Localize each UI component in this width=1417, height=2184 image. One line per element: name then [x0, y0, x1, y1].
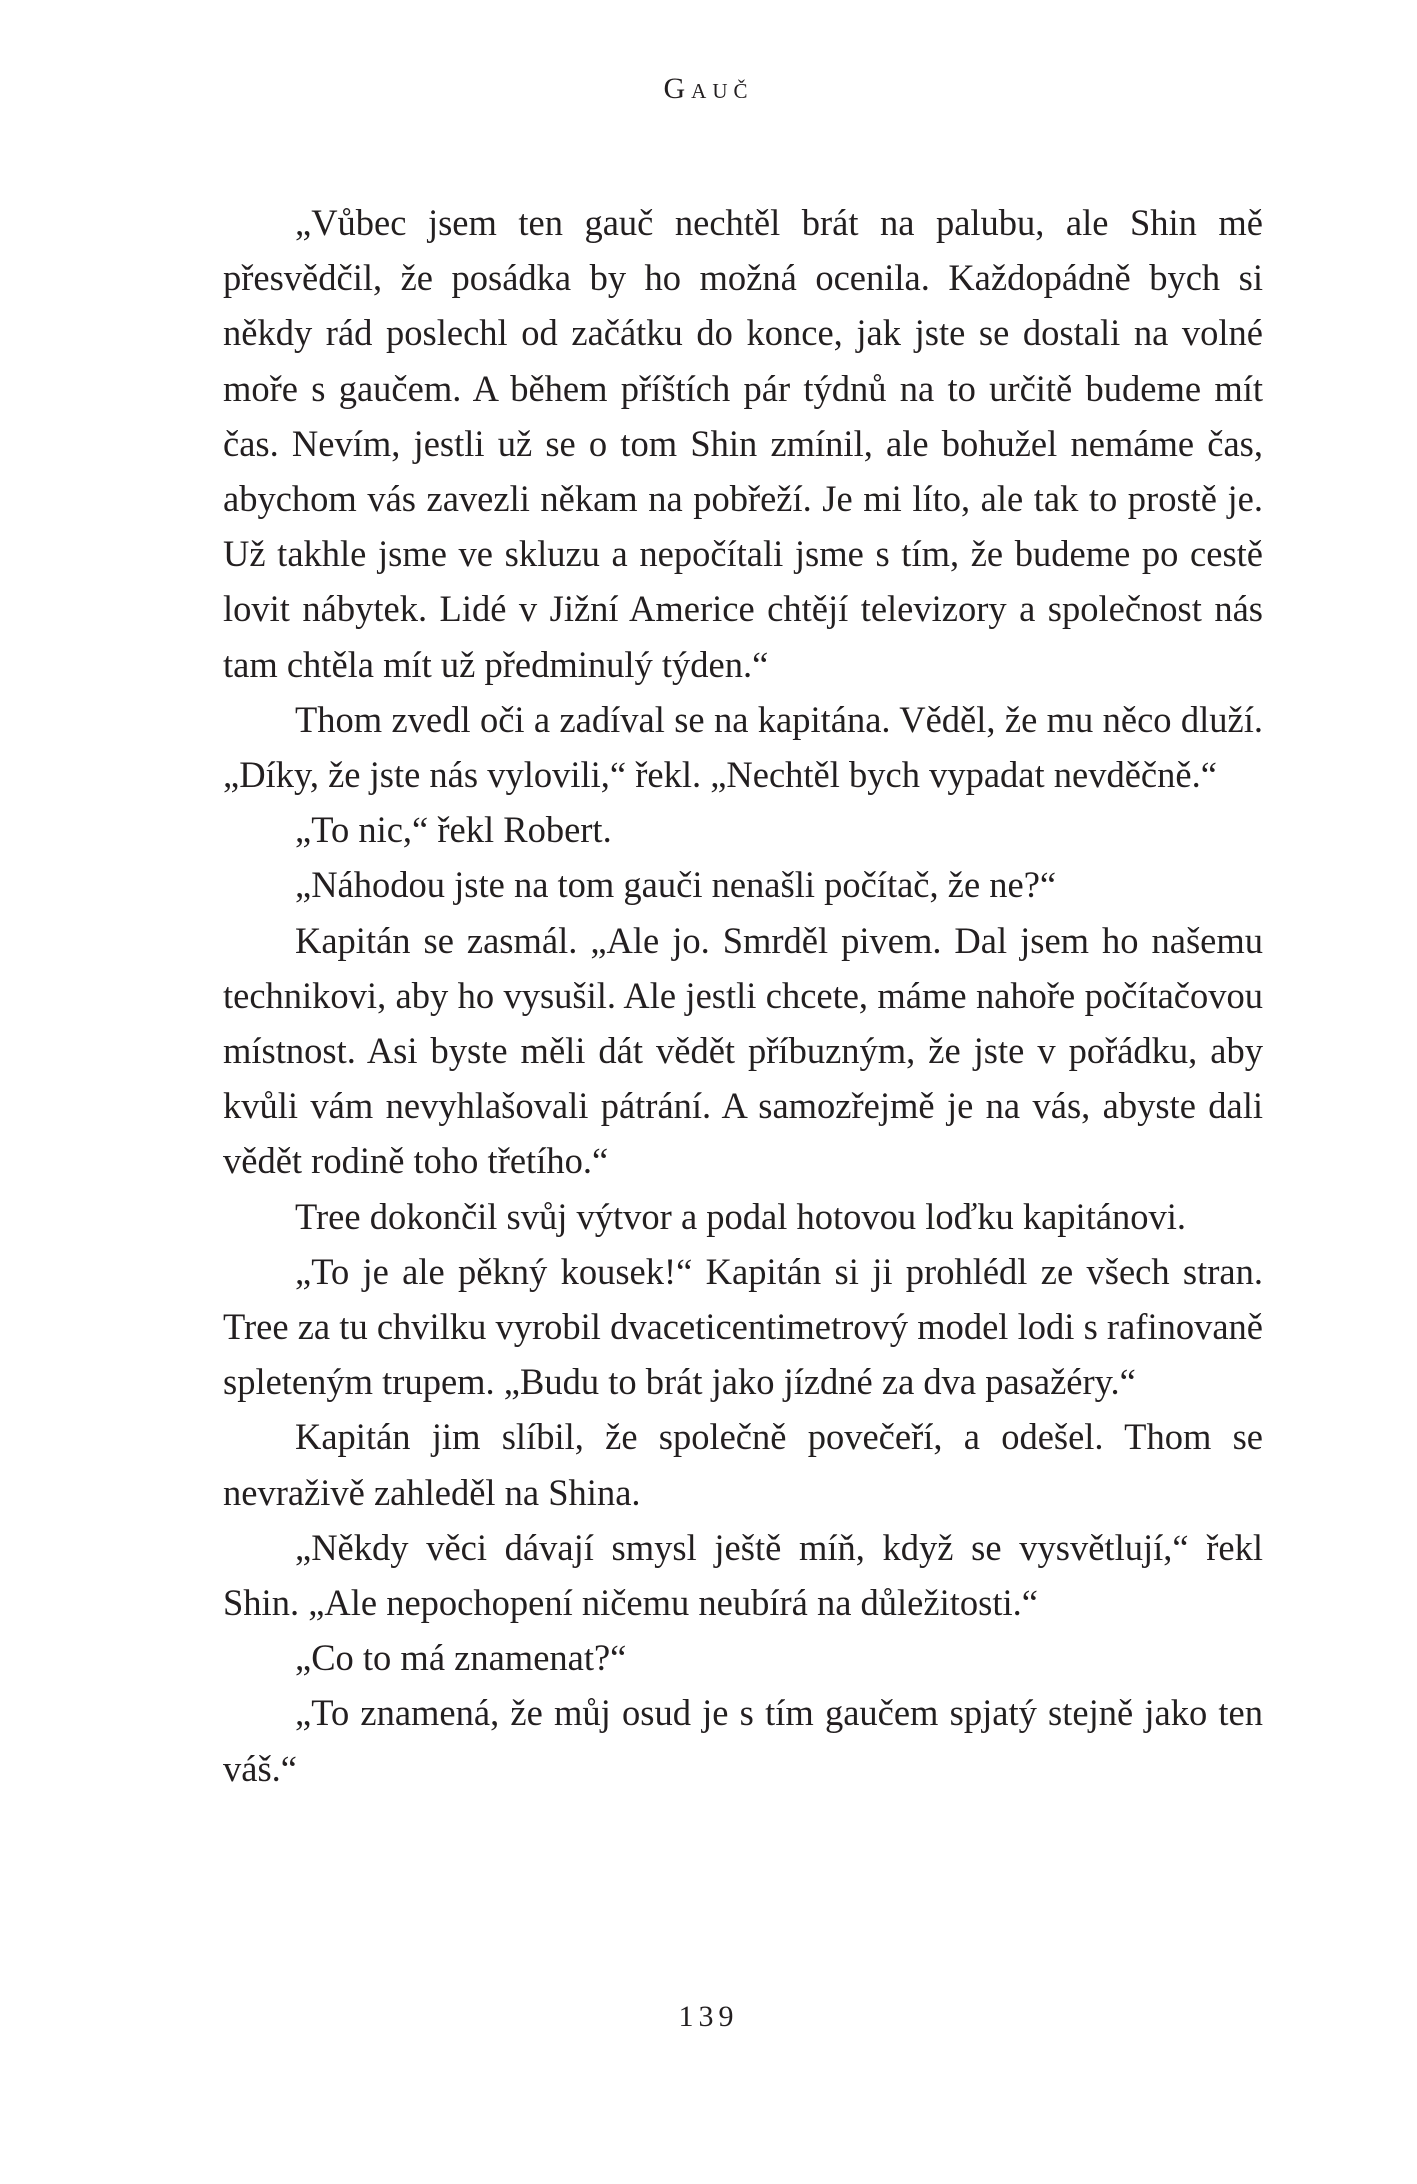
paragraph: Kapitán jim slíbil, že společně povečeří, a odešel. Thom se nevraživě zahleděl na Shina. [223, 1416, 1263, 1513]
paragraph: Kapitán se zasmál. „Ale jo. Smrděl pivem. Dal jsem ho našemu technikovi, aby ho vysušil. Ale jestli chcete, máme nahoře počítačovou místnost. Asi byste měli dát vědět příbuzným, že jste v pořádku, aby kvůli vám nevyhlašovali pátrání. A samozřejmě je na vás, abyste dali vědět rodině toho třetího.“ [223, 919, 1263, 1182]
paragraph: „To je ale pěkný kousek!“ Kapitán si ji prohlédl ze všech stran. Tree za tu chvilku vyrobil dvaceticentimetrový model lodi s rafinovaně spleteným trupem. „Budu to brát jako jízdné za dva pasažéry.“ [223, 1250, 1263, 1403]
paragraph: Thom zvedl oči a zadíval se na kapitána. Věděl, že mu něco dluží. „Díky, že jste nás vylovili,“ řekl. „Nechtěl bych vypadat nevděčně.“ [223, 698, 1263, 796]
paragraph: „To nic,“ řekl Robert. [295, 809, 612, 851]
paragraph: „Co to má znamenat?“ [295, 1637, 627, 1679]
running-head: Gauč [663, 72, 754, 105]
paragraph: „Někdy věci dávají smysl ještě míň, když se vysvětlují,“ řekl Shin. „Ale nepochopení ničemu neubírá na důležitosti.“ [223, 1526, 1263, 1624]
paragraph: „To znamená, že můj osud je s tím gaučem spjatý stejně jako ten váš.“ [223, 1692, 1263, 1789]
paragraph: „Náhodou jste na tom gauči nenašli počítač, že ne?“ [295, 864, 1057, 906]
paragraph: Tree dokončil svůj výtvor a podal hotovou loďku kapitánovi. [295, 1195, 1187, 1237]
page-number: 139 [678, 2000, 739, 2033]
body-text [223, 195, 1263, 1796]
paragraph: „Vůbec jsem ten gauč nechtěl brát na palubu, ale Shin mě přesvědčil, že posádka by ho možná ocenila. Každopádně bych si někdy rád poslechl od začátku do konce, jak jste se dostali na volné moře s gaučem. A během příštích pár týdnů na to určitě budeme mít čas. Nevím, jestli už se o tom Shin zmínil, ale bohužel nemáme čas, abychom vás zavezli někam na pobřeží. Je mi líto, ale tak to prostě je. Už takhle jsme ve skluzu a nepočítali jsme s tím, že budeme po cestě lovit nábytek. Lidé v Jižní Americe chtějí televizory a společnost nás tam chtěla mít už předminulý týden.“ [223, 202, 1263, 685]
